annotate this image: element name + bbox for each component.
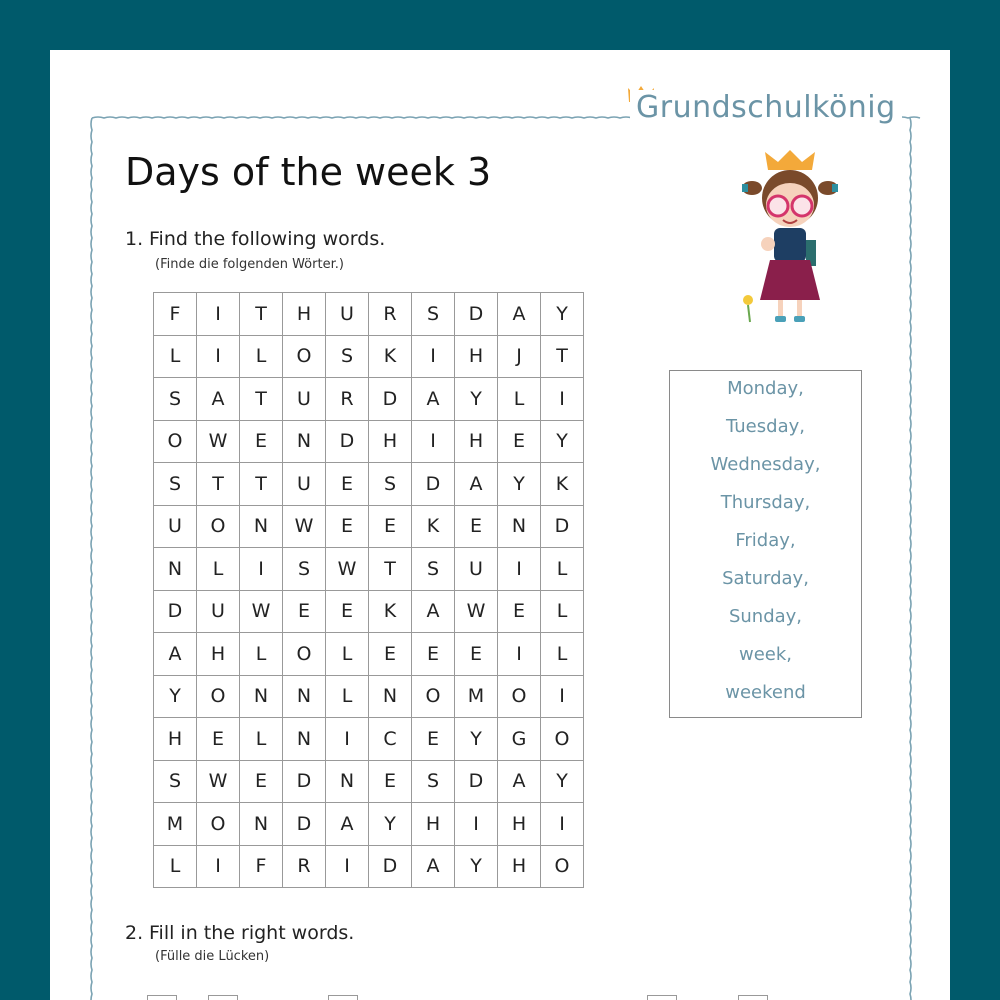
grid-cell[interactable]: W <box>326 548 369 591</box>
grid-cell[interactable]: E <box>412 633 455 676</box>
grid-cell[interactable]: T <box>369 548 412 591</box>
grid-cell[interactable]: A <box>154 633 197 676</box>
grid-row <box>154 803 584 846</box>
grid-cell[interactable]: I <box>240 548 283 591</box>
grid-cell[interactable]: W <box>197 760 240 803</box>
task-1-instruction <box>125 228 385 250</box>
grid-cell[interactable]: E <box>369 633 412 676</box>
grid-cell[interactable]: D <box>412 463 455 506</box>
blank-box[interactable] <box>738 995 768 1000</box>
grid-cell[interactable]: O <box>283 633 326 676</box>
grid-cell[interactable]: E <box>498 420 541 463</box>
grid-cell[interactable]: M <box>154 803 197 846</box>
grid-cell[interactable]: D <box>283 760 326 803</box>
grid-cell[interactable]: I <box>197 845 240 888</box>
grid-cell[interactable]: R <box>283 845 326 888</box>
grid-row <box>154 718 584 761</box>
task-2-number: 2. <box>125 922 144 944</box>
grid-cell[interactable]: G <box>498 718 541 761</box>
grid-cell[interactable]: N <box>369 675 412 718</box>
grid-cell[interactable]: T <box>240 378 283 421</box>
grid-cell[interactable]: W <box>283 505 326 548</box>
grid-cell[interactable]: N <box>326 760 369 803</box>
word-list-item: Tuesday, <box>726 416 805 437</box>
grid-cell[interactable]: D <box>283 803 326 846</box>
grid-cell[interactable]: H <box>154 718 197 761</box>
task-2-text: Fill in the right words. <box>149 922 355 944</box>
grid-cell[interactable]: H <box>369 420 412 463</box>
grid-cell[interactable]: U <box>283 463 326 506</box>
grid-cell[interactable]: A <box>412 378 455 421</box>
grid-cell[interactable]: Y <box>154 675 197 718</box>
word-list-item: Friday, <box>735 530 796 551</box>
grid-cell[interactable]: N <box>283 420 326 463</box>
grid-cell[interactable]: D <box>369 845 412 888</box>
word-list-item: Thursday, <box>720 492 811 513</box>
grid-cell[interactable]: U <box>326 293 369 336</box>
grid-cell[interactable]: Y <box>498 463 541 506</box>
grid-cell[interactable]: A <box>498 760 541 803</box>
grid-cell[interactable]: I <box>541 675 584 718</box>
grid-cell[interactable]: Y <box>455 378 498 421</box>
worksheet-page <box>50 50 950 1000</box>
grid-cell[interactable]: E <box>498 590 541 633</box>
grid-cell[interactable]: E <box>197 718 240 761</box>
grid-cell[interactable]: H <box>197 633 240 676</box>
grid-cell[interactable]: D <box>455 293 498 336</box>
grid-cell[interactable]: L <box>541 548 584 591</box>
grid-cell[interactable]: O <box>541 718 584 761</box>
grid-row <box>154 293 584 336</box>
grid-cell[interactable]: E <box>326 463 369 506</box>
grid-cell[interactable]: I <box>455 803 498 846</box>
grid-cell[interactable]: L <box>154 335 197 378</box>
grid-cell[interactable]: T <box>541 335 584 378</box>
grid-cell[interactable]: F <box>154 293 197 336</box>
grid-cell[interactable]: A <box>326 803 369 846</box>
word-list-item: Saturday, <box>722 568 809 589</box>
grid-cell[interactable]: O <box>498 675 541 718</box>
grid-cell[interactable]: I <box>197 335 240 378</box>
grid-cell[interactable]: Y <box>541 760 584 803</box>
grid-cell[interactable]: S <box>283 548 326 591</box>
grid-cell[interactable]: I <box>412 420 455 463</box>
grid-cell[interactable]: O <box>541 845 584 888</box>
grid-cell[interactable]: I <box>412 335 455 378</box>
grid-cell[interactable]: T <box>240 293 283 336</box>
grid-cell[interactable]: I <box>498 633 541 676</box>
grid-cell[interactable]: E <box>326 590 369 633</box>
grid-row <box>154 505 584 548</box>
grid-cell[interactable]: H <box>283 293 326 336</box>
word-list-item: week, <box>738 644 792 665</box>
grid-cell[interactable]: A <box>412 845 455 888</box>
grid-cell[interactable]: I <box>326 718 369 761</box>
grid-cell[interactable]: H <box>498 845 541 888</box>
grid-cell[interactable]: K <box>369 335 412 378</box>
grid-row <box>154 760 584 803</box>
grid-cell[interactable]: D <box>154 590 197 633</box>
grid-cell[interactable]: L <box>197 548 240 591</box>
grid-cell[interactable]: Y <box>541 420 584 463</box>
grid-cell[interactable]: H <box>412 803 455 846</box>
grid-cell[interactable]: E <box>369 760 412 803</box>
grid-cell[interactable]: E <box>455 505 498 548</box>
grid-row <box>154 845 584 888</box>
grid-cell[interactable]: H <box>498 803 541 846</box>
grid-cell[interactable]: E <box>412 718 455 761</box>
grid-cell[interactable]: S <box>326 335 369 378</box>
grid-row <box>154 675 584 718</box>
grid-cell[interactable]: A <box>498 293 541 336</box>
word-list-item: Sunday, <box>728 606 803 627</box>
grid-cell[interactable]: L <box>240 335 283 378</box>
grid-row <box>154 463 584 506</box>
grid-cell[interactable]: R <box>326 378 369 421</box>
grid-row <box>154 590 584 633</box>
grid-cell[interactable]: I <box>326 845 369 888</box>
grid-cell[interactable]: R <box>369 293 412 336</box>
grid-cell[interactable]: S <box>412 293 455 336</box>
grid-row <box>154 420 584 463</box>
blank-box[interactable] <box>208 995 238 1000</box>
grid-cell[interactable]: L <box>326 675 369 718</box>
blank-box[interactable] <box>647 995 677 1000</box>
grid-cell[interactable]: S <box>154 378 197 421</box>
word-search-grid <box>153 292 584 888</box>
word-list-box <box>669 370 862 718</box>
grid-cell[interactable]: L <box>541 590 584 633</box>
grid-cell[interactable]: N <box>283 675 326 718</box>
grid-cell[interactable]: T <box>240 463 283 506</box>
grid-cell[interactable]: H <box>455 335 498 378</box>
grid-cell[interactable]: W <box>455 590 498 633</box>
grid-cell[interactable]: Y <box>541 293 584 336</box>
grid-cell[interactable]: H <box>455 420 498 463</box>
blank-box[interactable] <box>328 995 358 1000</box>
grid-cell[interactable]: I <box>197 293 240 336</box>
word-list <box>670 371 861 719</box>
grid-cell[interactable]: U <box>197 590 240 633</box>
grid-cell[interactable]: N <box>240 803 283 846</box>
grid-cell[interactable]: U <box>283 378 326 421</box>
grid-cell[interactable]: N <box>240 505 283 548</box>
grid-cell[interactable]: I <box>541 378 584 421</box>
grid-cell[interactable]: S <box>412 548 455 591</box>
grid-cell[interactable]: D <box>541 505 584 548</box>
grid-cell[interactable]: Y <box>455 845 498 888</box>
task-2-instruction <box>125 922 354 944</box>
grid-cell[interactable]: W <box>197 420 240 463</box>
grid-cell[interactable]: L <box>154 845 197 888</box>
grid-cell[interactable]: L <box>541 633 584 676</box>
grid-cell[interactable]: K <box>369 590 412 633</box>
grid-cell[interactable]: O <box>197 505 240 548</box>
grid-cell[interactable]: O <box>283 335 326 378</box>
grid-cell[interactable]: A <box>197 378 240 421</box>
grid-cell[interactable]: A <box>455 463 498 506</box>
grid-cell[interactable]: L <box>326 633 369 676</box>
grid-cell[interactable]: S <box>154 760 197 803</box>
grid-cell[interactable]: S <box>412 760 455 803</box>
grid-cell[interactable]: Y <box>455 718 498 761</box>
girl-illustration-icon <box>740 150 840 330</box>
grid-cell[interactable]: E <box>326 505 369 548</box>
grid-cell[interactable]: F <box>240 845 283 888</box>
grid-cell[interactable]: D <box>326 420 369 463</box>
page-title: Days of the week 3 <box>125 150 492 194</box>
grid-cell[interactable]: D <box>455 760 498 803</box>
grid-cell[interactable]: E <box>240 760 283 803</box>
grid-cell[interactable]: N <box>498 505 541 548</box>
grid-cell[interactable]: D <box>369 378 412 421</box>
word-list-item: Wednesday, <box>710 454 821 475</box>
grid-cell[interactable]: W <box>240 590 283 633</box>
grid-cell[interactable]: E <box>283 590 326 633</box>
task-1-text: Find the following words. <box>149 228 386 250</box>
grid-cell[interactable]: S <box>154 463 197 506</box>
grid-cell[interactable]: I <box>541 803 584 846</box>
grid-cell[interactable]: E <box>369 505 412 548</box>
grid-cell[interactable]: U <box>455 548 498 591</box>
grid-cell[interactable]: T <box>197 463 240 506</box>
grid-cell[interactable]: L <box>240 718 283 761</box>
grid-cell[interactable]: K <box>541 463 584 506</box>
grid-cell[interactable]: O <box>154 420 197 463</box>
blank-box[interactable] <box>147 995 177 1000</box>
task-2-translation: (Fülle die Lücken) <box>155 949 270 964</box>
grid-cell[interactable]: A <box>412 590 455 633</box>
grid-cell[interactable]: M <box>455 675 498 718</box>
grid-row <box>154 633 584 676</box>
grid-row <box>154 335 584 378</box>
grid-cell[interactable]: N <box>154 548 197 591</box>
grid-cell[interactable]: L <box>498 378 541 421</box>
grid-cell[interactable]: S <box>369 463 412 506</box>
brand-logo: Grundschulkönig <box>630 90 902 125</box>
grid-cell[interactable]: N <box>283 718 326 761</box>
word-list-item: weekend <box>725 682 806 703</box>
grid-cell[interactable]: U <box>154 505 197 548</box>
grid-cell[interactable]: O <box>197 675 240 718</box>
task-1-number: 1. <box>125 228 144 250</box>
grid-cell[interactable]: L <box>240 633 283 676</box>
grid-cell[interactable]: O <box>197 803 240 846</box>
grid-cell[interactable]: K <box>412 505 455 548</box>
grid-cell[interactable]: E <box>240 420 283 463</box>
grid-cell[interactable]: I <box>498 548 541 591</box>
grid-cell[interactable]: O <box>412 675 455 718</box>
task-1-translation: (Finde die folgenden Wörter.) <box>155 257 344 272</box>
grid-cell[interactable]: E <box>455 633 498 676</box>
grid-row <box>154 548 584 591</box>
grid-cell[interactable]: C <box>369 718 412 761</box>
grid-row <box>154 378 584 421</box>
grid-cell[interactable]: Y <box>369 803 412 846</box>
word-list-item: Monday, <box>727 378 804 399</box>
grid-cell[interactable]: J <box>498 335 541 378</box>
grid-cell[interactable]: N <box>240 675 283 718</box>
